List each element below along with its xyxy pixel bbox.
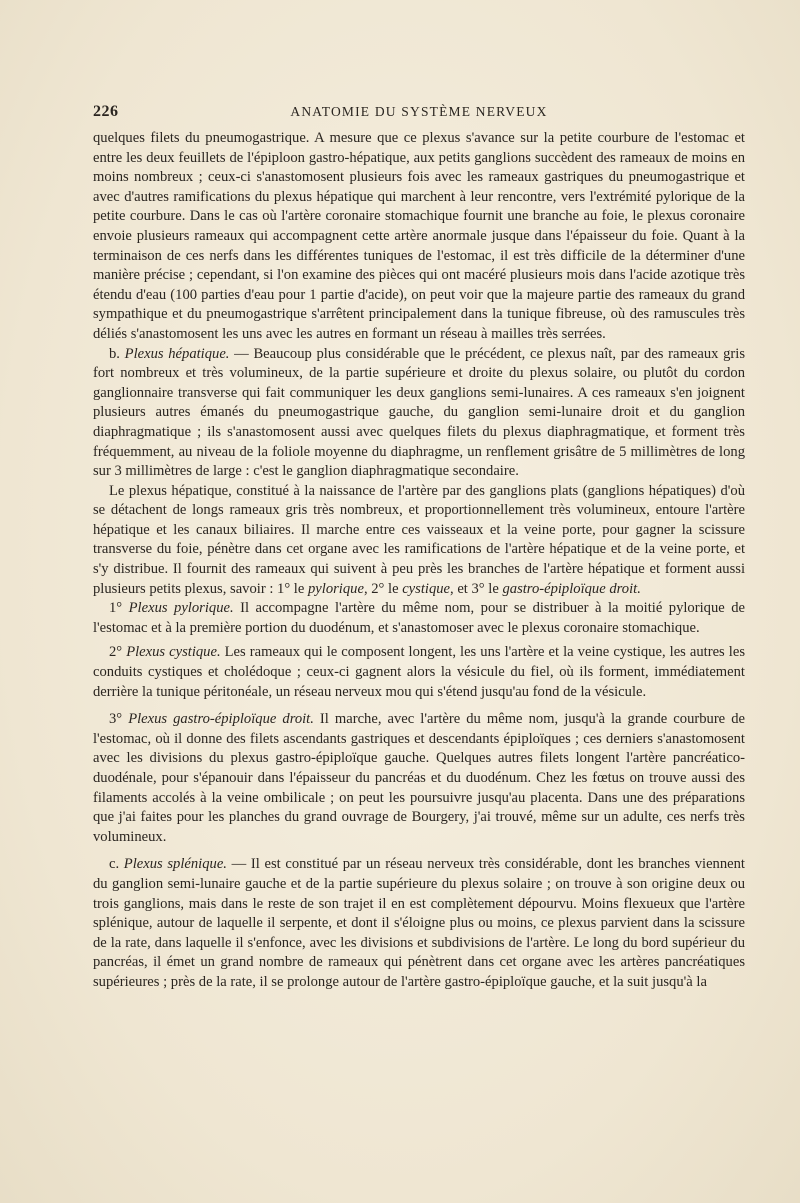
paragraph-plexus-hepatique <box>93 345 745 482</box>
page-number: 226 <box>93 103 119 120</box>
paragraph-lead: 3° <box>109 711 129 728</box>
paragraph-plexus-pylorique <box>93 599 745 638</box>
paragraph-lead: b. <box>109 345 125 362</box>
paragraph-text: Les rameaux qui le composent longent, les uns l'artère et la veine cystique, les autres les conduits cystiques et cholédoque ; ceux-ci gagnent alors la vésicule du fiel, où ils forment, immédiatement derrière la tunique péritonéale, un réseau nerveux mou qui s'étend jusqu'au fond de la vésicule. <box>93 644 745 700</box>
term-pylorique: pylorique <box>308 580 364 597</box>
paragraph-plexus-gastro-epiploique <box>93 710 745 847</box>
paragraph-text: — Beaucoup plus considérable que le précédent, ce plexus naît, par des rameaux gris fort nombreux et très volumineux, de la partie supérieure et droite du plexus solaire, ou plutôt du cordon ganglionnaire transverse qui fait communiquer les deux ganglions semi-lunaires. A ces rameaux s'en joignent plusieurs autres émanés du pneumogastrique gauche, du ganglion semi-lunaire droit et du ganglion diaphragmatique ; ils s'anastomosent aussi avec quelques filets du plexus diaphragmatique, et forment très fréquemment, au niveau de la foliole moyenne du diaphragme, un renflement grisâtre de 5 millimètres de long sur 3 millimètres de large : c'est le ganglion diaphragmatique secondaire. <box>93 345 746 480</box>
paragraph-lead: 2° <box>109 644 127 661</box>
paragraph-plexus-hepatique-branches <box>93 482 745 600</box>
paragraph-text: quelques filets du pneumogastrique. A mesure que ce plexus s'avance sur la petite courbure de l'estomac et entre les deux feuillets de l'épiploon gastro-hépatique, aux petits ganglions succèdent des rameaux de moins en moins nombreux ; ceux-ci s'anastomosent plusieurs fois avec les rameaux gastriques du pneumogastrique et avec d'autres ramifications du plexus hépatique qui marchent à leur rencontre, vers l'extrémité pylorique de la petite courbure. Dans le cas où l'artère coronaire stomachique fournit une branche au foie, le plexus coronaire envoie plusieurs rameaux qui accompagnent cette artère anormale jusque dans l'épaisseur du foie. Quant à la terminaison de ces nerfs dans les différentes tuniques de l'estomac, il est très difficile de la déterminer d'une manière précise ; cependant, si l'on examine des pièces qui ont macéré plusieurs mois dans l'acide azotique très étendu d'eau (100 parties d'eau pour 1 partie d'acide), on peut voir que la majeure partie des rameaux du grand sympathique et du pneumogastrique s'arrêtent principalement dans la tunique fibreuse, où des ramuscules très déliés s'anastomosent les uns avec les autres en formant un réseau à mailles très serrées. <box>93 130 745 342</box>
paragraph-text: Il marche, avec l'artère du même nom, jusqu'à la grande courbure de l'estomac, où il donne des filets ascendants gastriques et descendants épiploïques ; ces derniers s'anastomosent avec les divisions du plexus gastro-épiploïque gauche. Quelques autres filets longent l'artère pancréatico-duodénale, pour s'épanouir dans l'épaisseur du pancréas et du duodénum. Chez les fœtus on trouve aussi des filaments accolés à la veine ombilicale ; on peut les poursuivre jusqu'au placenta. Dans une des préparations que j'ai faites pour les planches du grand ouvrage de Bourgery, j'ai trouvé, même sur un adulte, ces nerfs très volumineux. <box>93 711 745 845</box>
paragraph-text: — Il est constitué par un réseau nerveux très considérable, dont les branches viennent du ganglion semi-lunaire gauche et de la partie supérieure du plexus solaire ; on trouve à son origine deux ou trois ganglions, mais dans le reste de son trajet il en est complètement dépourvu. Moins flexueux que l'artère splénique, autour de laquelle il serpente, et dont il s'éloigne plus ou moins, ce plexus parvient dans la scissure de la rate, dans laquelle il s'enfonce, avec les divisions et subdivisions de l'artère. Le long du bord supérieur du pancréas, il émet un grand nombre de rameaux qui pénètrent dans cet organe avec les artères pancréatiques supérieures ; près de la rate, il se prolonge autour de l'artère gastro-épiploïque gauche, et la suit jusqu'à la <box>93 856 745 990</box>
paragraph-text: Il accompagne l'artère du même nom, pour se distribuer à la moitié pylorique de l'estomac et à la première portion du duodénum, et s'anastomoser avec le plexus coronaire stomachique. <box>93 600 745 636</box>
section-title: Plexus pylorique. <box>128 600 234 617</box>
paragraph-lead: 1° <box>109 600 129 617</box>
text-fragment: , et 3° le <box>450 580 503 597</box>
text-fragment: , 2° le <box>363 580 403 597</box>
paragraph-continuation <box>93 129 745 345</box>
running-title: ANATOMIE DU SYSTÈME NERVEUX <box>290 104 548 119</box>
paragraph-plexus-cystique <box>93 643 745 702</box>
paragraph-text: Le plexus hépatique, constitué à la naissance de l'artère par des ganglions plats (ganglions hépatiques) d'où se détachent de longs rameaux gris très nombreux, et proportionnellement très volumineux, entoure l'artère hépatique et les canaux biliaires. Il marche entre ces vaisseaux et la veine porte, pour gagner la scissure transverse du foie, pénètre dans cet organe avec les ramifications de l'artère hépatique et de la veine porte, et s'y distribue. Il fournit des rameaux qui suivent à peu près les branches de l'artère hépatique et forment aussi plusieurs petits plexus, savoir : 1° le <box>93 482 745 597</box>
section-title: Plexus hépatique. <box>124 345 230 362</box>
section-title: Plexus gastro-épiploïque droit. <box>128 711 314 728</box>
term-gastro-epiploique-droit: gastro-épiploïque droit. <box>502 580 641 597</box>
paragraph-plexus-splenique <box>93 855 745 992</box>
page-header <box>93 103 745 127</box>
paragraph-lead: c. <box>109 856 124 873</box>
section-title: Plexus splénique. <box>123 856 227 873</box>
section-title: Plexus cystique. <box>126 644 221 661</box>
body-text <box>93 129 745 993</box>
term-cystique: cystique <box>402 580 451 597</box>
